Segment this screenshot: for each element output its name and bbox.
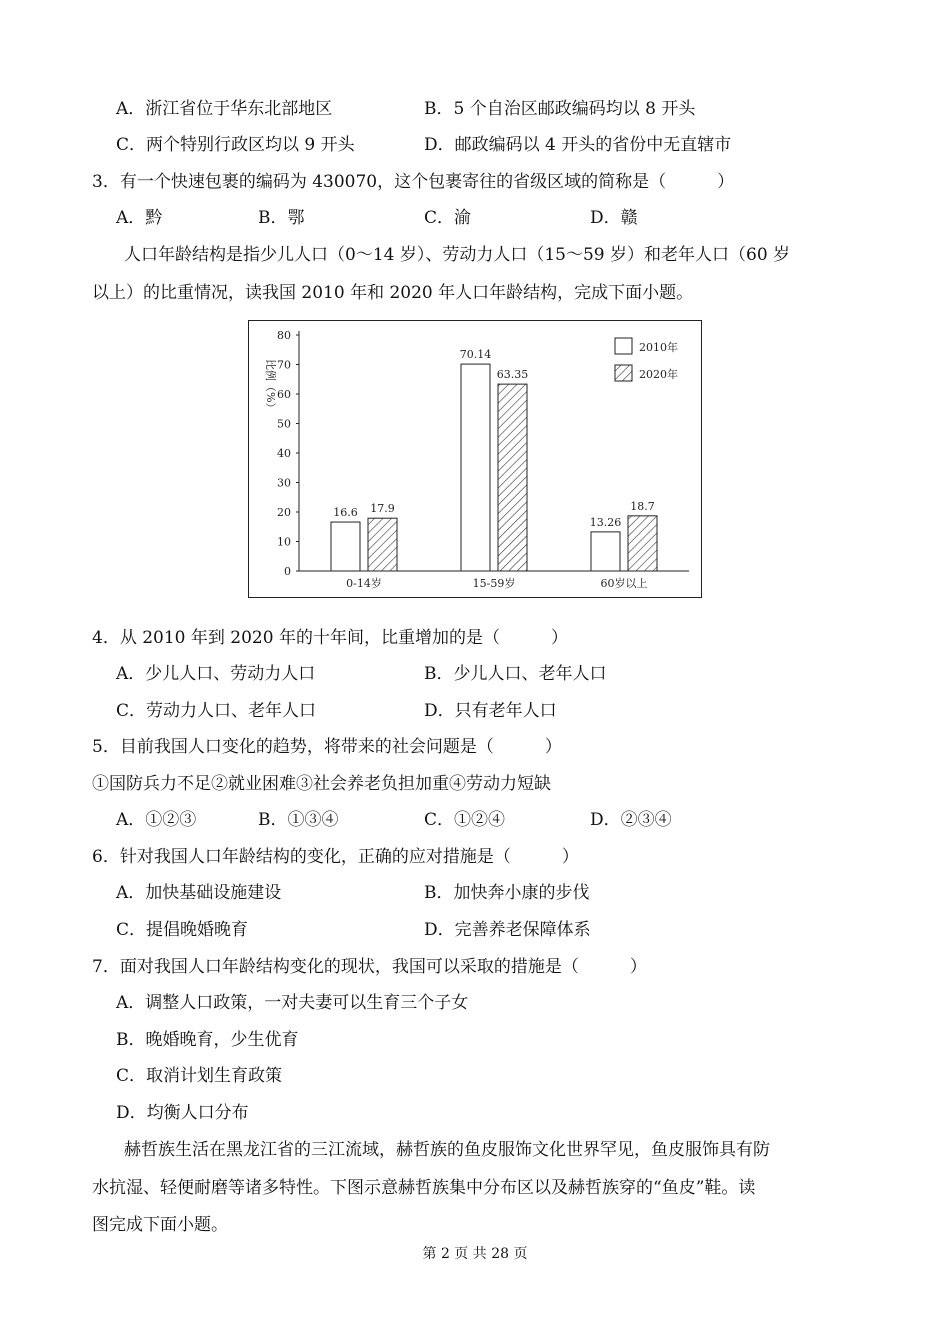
q6-option-d: D．完善养老保障体系 (424, 920, 591, 940)
chart-canvas (249, 321, 701, 597)
legend-swatch-2010 (615, 338, 632, 354)
q7-option-a: A．调整人口政策，一对夫妻可以生育三个子女 (116, 993, 469, 1013)
data-label: 17.9 (370, 502, 395, 516)
y-tick-label: 0 (284, 565, 291, 578)
x-category-label: 60岁以上 (600, 577, 648, 590)
legend-label-2010: 2010年 (639, 341, 678, 354)
data-label: 63.35 (496, 368, 529, 382)
intro2-line1: 赫哲族生活在黑龙江省的三江流域，赫哲族的鱼皮服饰文化世界罕见，鱼皮服饰具有防 (124, 1140, 770, 1160)
q6-option-b: B．加快奔小康的步伐 (424, 883, 590, 903)
q6-option-a: A．加快基础设施建设 (116, 883, 282, 903)
chart-bars (331, 348, 657, 571)
q4-option-c: C．劳动力人口、老年人口 (116, 701, 317, 721)
q3-option-c: C．渝 (424, 208, 472, 228)
data-label: 18.7 (630, 499, 655, 513)
legend-label-2020: 2020年 (639, 368, 678, 381)
q3-option-d: D．赣 (590, 208, 638, 228)
intro2-line2: 水抗湿、轻便耐磨等诸多特性。下图示意赫哲族集中分布区以及赫哲族穿的“鱼皮”鞋。读 (92, 1178, 756, 1198)
q7-option-b: B．晚婚晚育，少生优育 (116, 1030, 299, 1050)
y-tick-label: 60 (277, 388, 291, 401)
bar-60岁以上-2010年 (591, 532, 620, 571)
y-tick-label: 70 (277, 358, 291, 372)
q6-option-c: C．提倡晚婚晚育 (116, 920, 249, 940)
q5-option-a: A．①②③ (116, 810, 197, 830)
q7-stem: 7．面对我国人口年龄结构变化的现状，我国可以采取的措施是（ ） (92, 957, 647, 977)
q2-option-d: D．邮政编码以 4 开头的省份中无直辖市 (424, 135, 732, 155)
intro2-line3: 图完成下面小题。 (92, 1215, 228, 1235)
q5-stem: 5．目前我国人口变化的趋势，将带来的社会问题是（ ） (92, 737, 562, 757)
x-category-label: 15-59岁 (472, 577, 516, 590)
page-footer: 第 2 页 共 28 页 (422, 1246, 528, 1262)
q5-option-b: B．①③④ (258, 810, 339, 830)
q3-stem: 3．有一个快速包裹的编码为 430070，这个包裹寄往的省级区域的简称是（ ） (92, 172, 735, 192)
q6-stem: 6．针对我国人口年龄结构的变化，正确的应对措施是（ ） (92, 847, 579, 867)
bar-0-14岁-2010年 (331, 522, 360, 571)
q2-option-a: A．浙江省位于华东北部地区 (116, 99, 333, 119)
q7-option-d: D．均衡人口分布 (116, 1103, 249, 1123)
bar-0-14岁-2020年 (368, 518, 397, 571)
legend-swatch-2020 (615, 365, 632, 381)
data-label: 70.14 (459, 348, 492, 362)
q4-stem: 4．从 2010 年到 2020 年的十年间，比重增加的是（ ） (92, 628, 568, 648)
y-tick-label: 80 (277, 329, 291, 342)
q4-option-b: B．少儿人口、老年人口 (424, 664, 607, 684)
x-category-label: 0-14岁 (346, 577, 382, 590)
q2-option-c: C．两个特别行政区均以 9 开头 (116, 135, 355, 155)
intro1-line2: 以上）的比重情况，读我国 2010 年和 2020 年人口年龄结构，完成下面小题。 (92, 283, 694, 303)
intro1-line1: 人口年龄结构是指少儿人口（0～14 岁）、劳动力人口（15～59 岁）和老年人口（60 岁 (124, 245, 791, 265)
age-structure-chart (248, 320, 702, 598)
q2-option-b: B．5 个自治区邮政编码均以 8 开头 (424, 99, 696, 119)
q7-option-c: C．取消计划生育政策 (116, 1066, 283, 1086)
y-tick-label: 40 (277, 447, 291, 460)
bar-60岁以上-2020年 (628, 516, 657, 571)
y-tick-label: 50 (277, 417, 291, 431)
bar-15-59岁-2020年 (498, 384, 527, 571)
bar-15-59岁-2010年 (461, 364, 490, 571)
y-tick-label: 20 (277, 506, 291, 519)
y-tick-label: 10 (277, 535, 291, 549)
q5-option-d: D．②③④ (590, 810, 672, 830)
q3-option-a: A．黔 (116, 208, 163, 228)
q5-option-c: C．①②④ (424, 810, 506, 830)
q5-items: ①国防兵力不足②就业困难③社会养老负担加重④劳动力短缺 (92, 774, 551, 794)
data-label: 13.26 (589, 515, 622, 529)
q3-option-b: B．鄂 (258, 208, 305, 228)
y-tick-label: 30 (277, 476, 291, 490)
y-axis-label: 比例（%） (264, 359, 277, 414)
q4-option-a: A．少儿人口、劳动力人口 (116, 664, 316, 684)
q4-option-d: D．只有老年人口 (424, 701, 557, 721)
data-label: 16.6 (333, 506, 358, 520)
